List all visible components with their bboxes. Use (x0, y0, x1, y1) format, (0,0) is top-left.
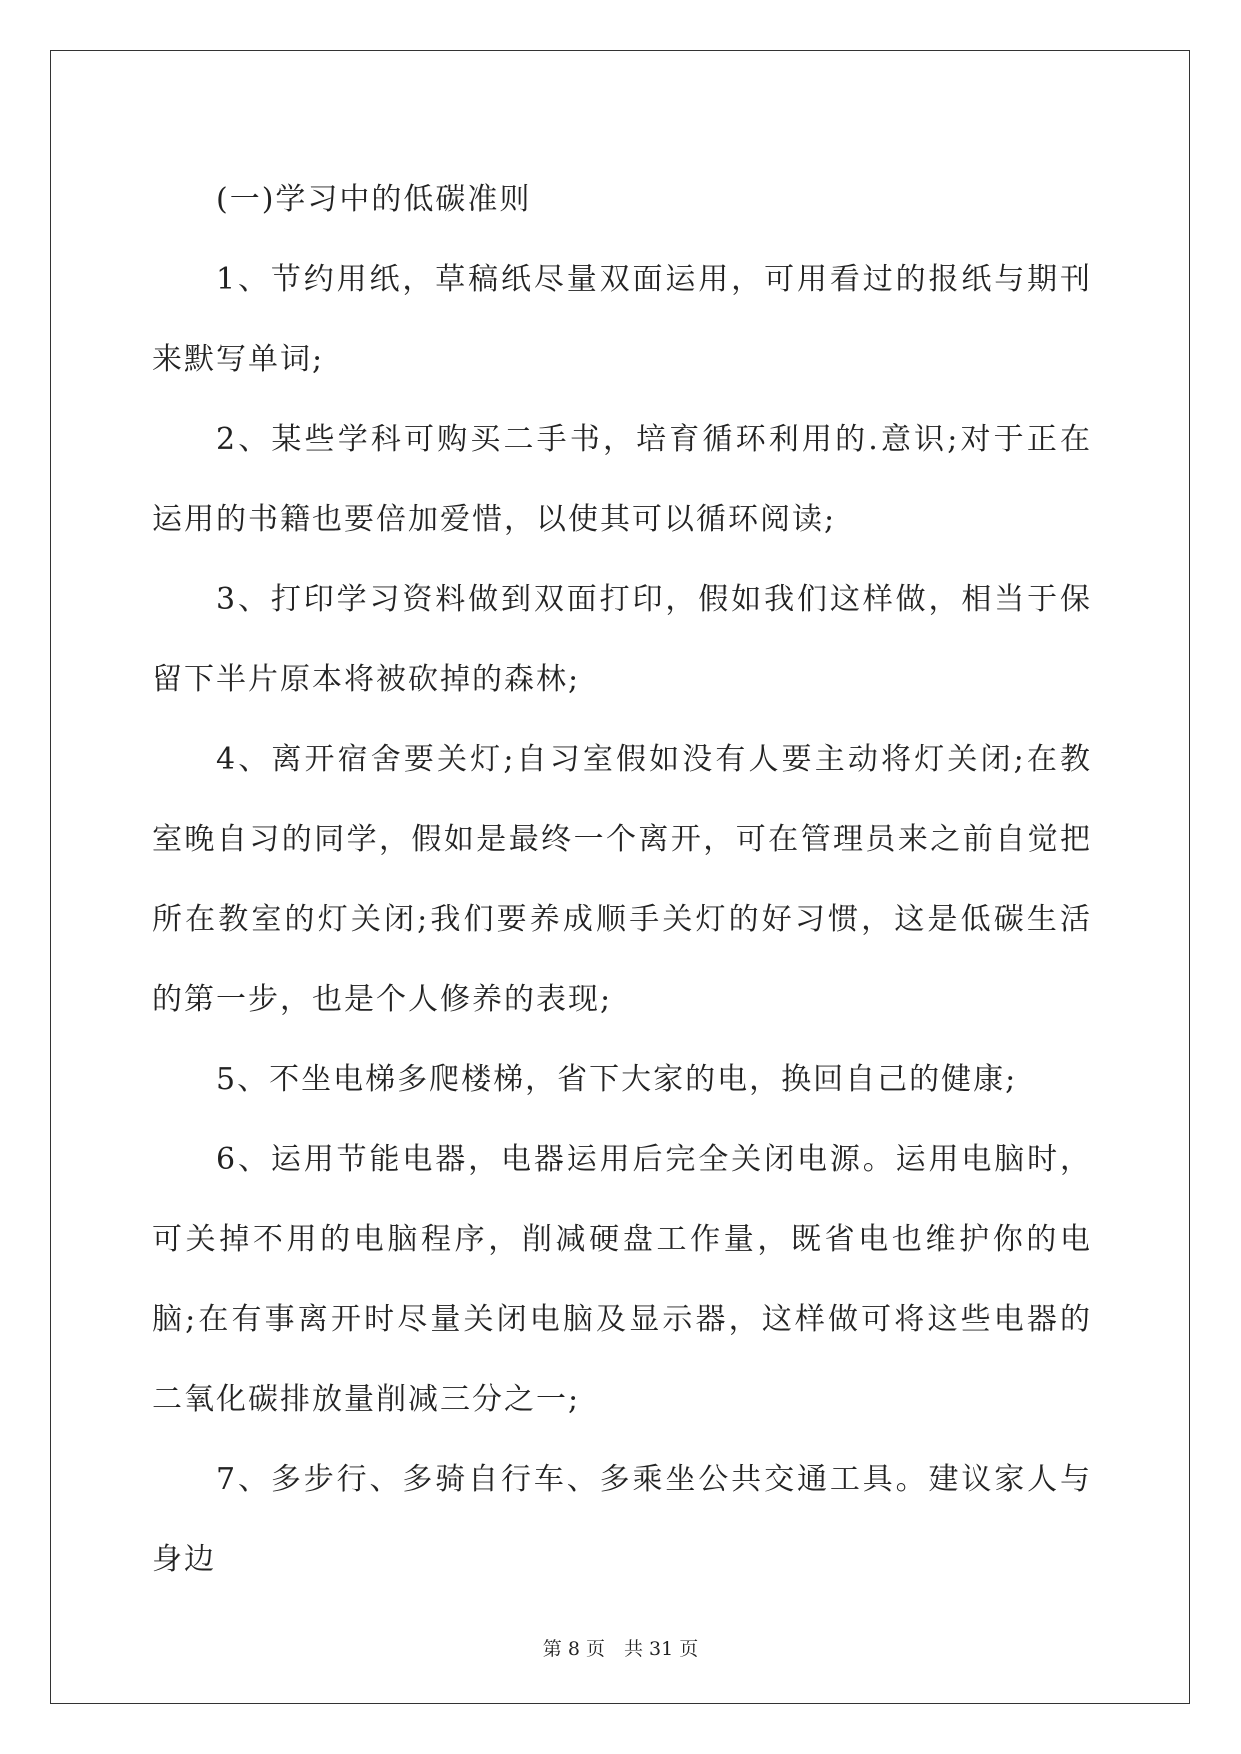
paragraph-6: 6、运用节能电器，电器运用后完全关闭电源。运用电脑时，可关掉不用的电脑程序，削减硬盘工作量，既省电也维护你的电脑;在有事离开时尽量关闭电脑及显示器，这样做可将这些电器的二氧化碳排放量削减三分之一; (152, 1142, 1092, 1417)
paragraph-7: 7、多步行、多骑自行车、多乘坐公共交通工具。建议家人与身边 (152, 1462, 1092, 1577)
document-body (152, 160, 1092, 1600)
paragraph-2: 2、某些学科可购买二手书，培育循环利用的.意识;对于正在运用的书籍也要倍加爱惜，以使其可以循环阅读; (152, 422, 1092, 537)
paragraph-1: 1、节约用纸，草稿纸尽量双面运用，可用看过的报纸与期刊来默写单词; (152, 262, 1092, 377)
paragraph-5: 5、不坐电梯多爬楼梯，省下大家的电，换回自己的健康; (216, 1062, 1018, 1097)
page-footer: 第 8 页 共 31 页 (542, 1638, 699, 1660)
paragraph-3: 3、打印学习资料做到双面打印，假如我们这样做，相当于保留下半片原本将被砍掉的森林; (152, 582, 1092, 697)
section-heading: (一)学习中的低碳准则 (216, 182, 532, 217)
paragraph-4: 4、离开宿舍要关灯;自习室假如没有人要主动将灯关闭;在教室晚自习的同学，假如是最终一个离开，可在管理员来之前自觉把所在教室的灯关闭;我们要养成顺手关灯的好习惯，这是低碳生活的第一步，也是个人修养的表现; (152, 742, 1092, 1017)
